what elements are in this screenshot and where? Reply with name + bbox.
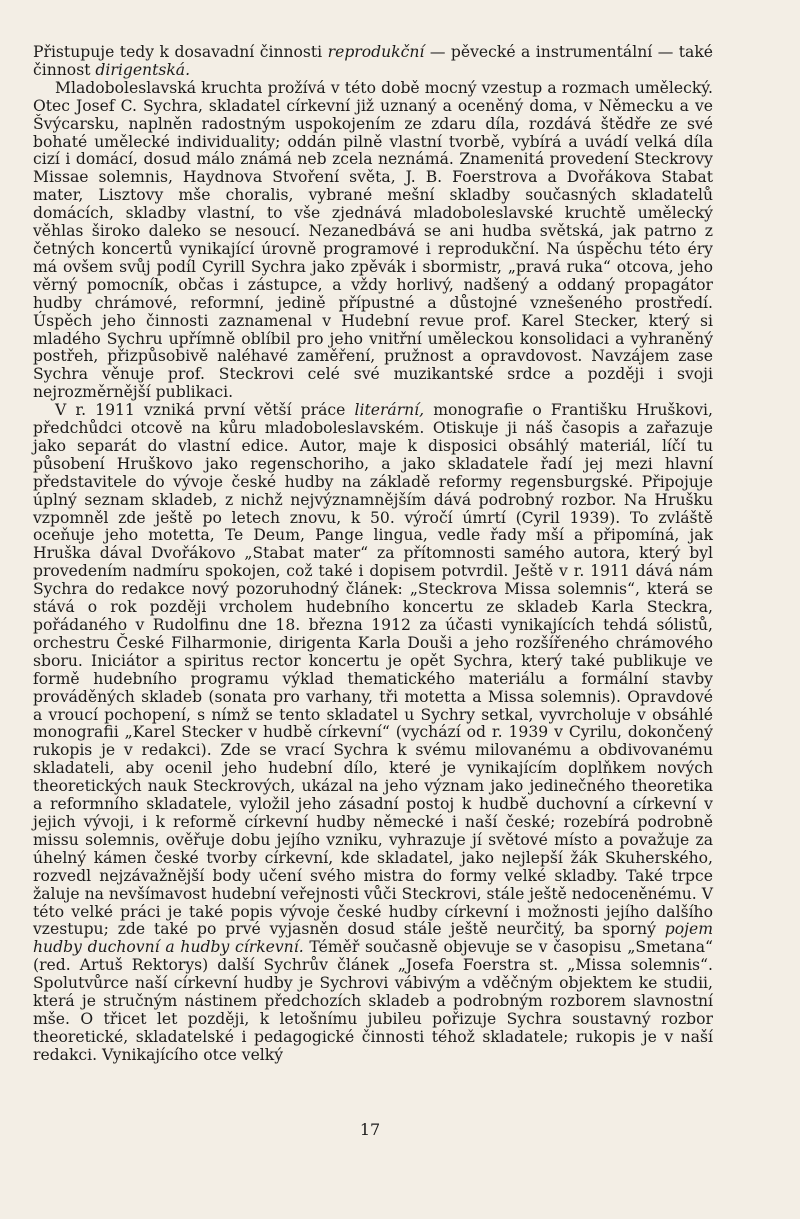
italic-run: dirigentská. bbox=[95, 60, 191, 79]
text-run: V r. 1911 vzniká první větší práce bbox=[55, 401, 355, 420]
body-text bbox=[33, 44, 713, 1065]
italic-run: reprodukční bbox=[327, 43, 425, 61]
text-run: Téměř současně objevuje se v časopisu „Smetana“ (red. Artuš Rektorys) další Sychrův článek „Josefa Foerstra st. „Missa solemnis“. Spolutvůrce naší církevní hudby je Sychrovi vábivým a vděčným objektem ke studii, která je stručným nástinem předchozích skladeb a podrobným rozborem slavnostní mše. O třicet let později, k letošnímu jubileu pořizuje Sychra soustavný rozbor theoretické, skladatelské i pedagogické činnosti téhož skladatele; rukopis je v naší redakci. Vynikajícího otce velký bbox=[33, 938, 713, 1064]
text-run: Mladoboleslavská kruchta prožívá v této době mocný vzestup a rozmach umělecký. Otec Josef C. Sychra, skladatel církevní již uznaný a oceněný doma, v Německu a ve Švýcarsku, naplněn radostným uspokojením ze zdaru díla, rozdává štědře ze své bohaté umělecké individuality; oddán pilně vlastní tvorbě, vybírá a uvádí velká díla cizí i domácí, dosud málo známá neb zcela neznámá. Znamenitá provedení Steckrovy Missae solemnis, Haydnova Stvoření světa, J. B. Foerstrova a Dvořákova Stabat mater, Lisztovy mše choralis, vybrané mešní skladby současných skladatelů domácích, skladby vlastní, to vše zjednává mladoboleslavské kruchtě umělecký věhlas široko daleko se nesoucí. Nezanedbává se ani hudba světská, jak patrno z četných koncertů vynikající úrovně programové i reprodukční. Na úspěchu této éry má ovšem svůj podíl Cyrill Sychra jako zpěvák i sbormistr, „pravá ruka“ otcova, jeho věrný pomocník, občas i zástupce, a vždy horlivý, nadšený a oddaný propagátor hudby chrámové, reformní, jedině přípustné a důstojné vznešeného prostředí. Úspěch jeho činnosti zaznamenal v Hudební revue prof. Karel Stecker, který si mladého Sychru upřímně oblíbil pro jeho vnitřní uměleckou konsolidaci a vyhraněný postřeh, přizpůsobivě naléhavé zaměření, pružnost a opravdovost. Navzájem zase Sychra věnuje prof. Steckrovi celé své muzikantské srdce a později i svoji nejrozměrnější publikaci. bbox=[33, 78, 713, 402]
text-run: Přistupuje tedy k dosavadní činnosti bbox=[33, 43, 328, 61]
italic-run: literární, bbox=[354, 401, 425, 420]
page-number: 17 bbox=[359, 1120, 381, 1139]
paragraph-3 bbox=[33, 402, 713, 1065]
paragraph-2 bbox=[33, 80, 713, 402]
paragraph-1 bbox=[33, 44, 713, 80]
text-run: — pěvecké a instrumentální — také činnost bbox=[33, 43, 714, 79]
text-run: monografie o Františku Hruškovi, předchůdci otcově na kůru mladoboleslavském. Otiskuje ji náš časopis a zařazuje jako separát do vlastní edice. Autor, maje k disposici obsáhlý materiál, líčí tu působení Hruškovo jako regenschoriho, a jako skladatele řadí jej mezi hlavní představitele do vývoje české hudby na základě reformy regensburgské. Připojuje úplný seznam skladeb, z nichž nejvýznamnějším dává podrobný rozbor. Na Hrušku vzpomněl zde ještě po letech znovu, k 50. výročí úmrtí (Cyril 1939). To zvláště oceňuje jeho motetta, Te Deum, Pange lingua, vedle řady mší a připomíná, jak Hruška dával Dvořákovo „Stabat mater“ za přítomnosti samého autora, který byl provedením nadmíru spokojen, což také i dopisem potvrdil. Ještě v r. 1911 dává nám Sychra do redakce nový pozoruhodný článek: „Steckrova Missa solemnis“, která se stává o rok později vrcholem hudebního koncertu ze skladeb Karla Steckra, pořádaného v Rudolfinu dne 18. března 1912 za účasti vynikajících tehdá sólistů, orchestru České Filharmonie, dirigenta Karla Douši a jeho rozšířeného chrámového sboru. Iniciátor a spiritus rector koncertu je opět Sychra, který také publikuje ve formě hudebního programu výklad thematického materiálu a formální stavby prováděných skladeb (sonata pro varhany, tři motetta a Missa solemnis). Opravdové a vroucí pochopení, s nímž se tento skladatel u Sychry setkal, vyvrcholuje v obsáhlé monografii „Karel Stecker v hudbě církevní“ (vychází od r. 1939 v Cyrilu, dokončený rukopis je v redakci). Zde se vrací Sychra k svému milovanému a obdivovanému skladateli, aby ocenil jeho hudební dílo, které je vynikajícím doplňkem nových theoretických nauk Steckrových, ukázal na jeho význam jako jedinečného theoretika a reformního skladatele, vyložil jeho zásadní postoj k hudbě duchovní a církevní v jejich vývoji, i k reformě církevní hudby německé i naší české; rozebírá podrobně missu solemnis, ověřuje dobu jejího vzniku, vyhrazuje jí světové místo a považuje za úhelný kámen české tvorby církevní, kde skladatel, jako nejlepší žák Skuherského, rozvedl nejzávažnější body učení svého mistra do formy velké skladby. Také trpce žaluje na nevšímavost hudební veřejnosti vůči Steckrovi, stále ještě nedoceněnému. V této velké práci je také popis vývoje české hudby církevní i možnosti jejího dalšího vzestupu; zde také po prvé vyjasněn dosud stále ještě neurčitý, ba sporný bbox=[33, 401, 713, 939]
italic-run: pojem hudby duchovní a hudby církevní. bbox=[33, 920, 713, 957]
